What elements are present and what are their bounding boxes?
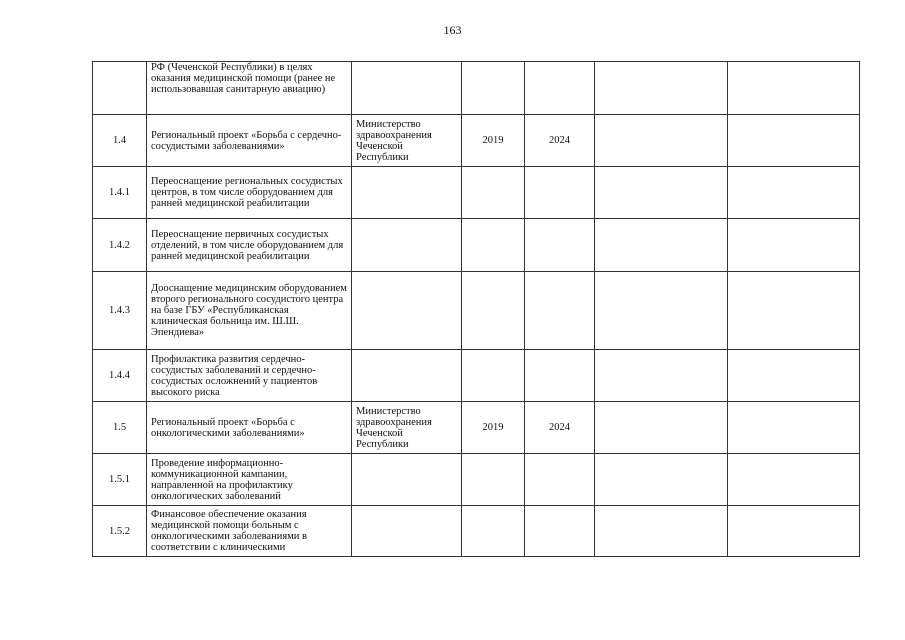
- activity-name: Региональный проект «Борьба с сердечно-сосудистыми заболеваниями»: [147, 115, 352, 167]
- table-row: [93, 402, 860, 454]
- activity-name: РФ (Чеченской Республики) в целях оказания медицинской помощи (ранее не использовавшая санитарную авиацию): [147, 62, 352, 115]
- row-number: 1.5: [93, 402, 147, 454]
- row-number: [93, 62, 147, 115]
- activity-name: Региональный проект «Борьба с онкологическими заболеваниями»: [147, 402, 352, 454]
- empty-cell: [595, 115, 728, 167]
- end-year: [525, 219, 595, 272]
- responsible-executor: [352, 506, 462, 557]
- end-year: [525, 454, 595, 506]
- empty-cell: [728, 167, 860, 219]
- empty-cell: [728, 115, 860, 167]
- end-year: 2024: [525, 402, 595, 454]
- end-year: [525, 167, 595, 219]
- empty-cell: [728, 402, 860, 454]
- end-year: [525, 506, 595, 557]
- table-row: [93, 62, 860, 115]
- responsible-executor: [352, 167, 462, 219]
- start-year: [462, 272, 525, 350]
- activity-name: Финансовое обеспечение оказания медицинской помощи больным с онкологическими заболеваниями в соответствии с клиническими: [147, 506, 352, 557]
- start-year: [462, 62, 525, 115]
- start-year: [462, 350, 525, 402]
- table-row: [93, 272, 860, 350]
- start-year: [462, 454, 525, 506]
- activity-name: Переоснащение первичных сосудистых отделений, в том числе оборудованием для ранней медицинской реабилитации: [147, 219, 352, 272]
- responsible-executor: [352, 62, 462, 115]
- table-row: [93, 454, 860, 506]
- activities-table: [92, 61, 860, 557]
- activity-name: Дооснащение медицинским оборудованием второго регионального сосудистого центра на базе ГБУ «Республиканская клиническая больница им. Ш.Ш. Эпендиева»: [147, 272, 352, 350]
- start-year: 2019: [462, 115, 525, 167]
- empty-cell: [595, 219, 728, 272]
- start-year: 2019: [462, 402, 525, 454]
- end-year: 2024: [525, 115, 595, 167]
- row-number: 1.5.1: [93, 454, 147, 506]
- end-year: [525, 62, 595, 115]
- responsible-executor: Министерство здравоохранения Чеченской Республики: [352, 402, 462, 454]
- empty-cell: [595, 350, 728, 402]
- empty-cell: [595, 402, 728, 454]
- row-number: 1.4.1: [93, 167, 147, 219]
- empty-cell: [728, 272, 860, 350]
- start-year: [462, 167, 525, 219]
- table-row: [93, 219, 860, 272]
- empty-cell: [595, 506, 728, 557]
- table-row: [93, 350, 860, 402]
- row-number: 1.5.2: [93, 506, 147, 557]
- end-year: [525, 350, 595, 402]
- empty-cell: [728, 62, 860, 115]
- activity-name: Профилактика развития сердечно-сосудистых заболеваний и сердечно-сосудистых осложнений у пациентов высокого риска: [147, 350, 352, 402]
- row-number: 1.4.3: [93, 272, 147, 350]
- row-number: 1.4: [93, 115, 147, 167]
- empty-cell: [728, 454, 860, 506]
- empty-cell: [595, 272, 728, 350]
- responsible-executor: [352, 219, 462, 272]
- start-year: [462, 506, 525, 557]
- table-row: [93, 167, 860, 219]
- start-year: [462, 219, 525, 272]
- empty-cell: [728, 219, 860, 272]
- responsible-executor: [352, 454, 462, 506]
- responsible-executor: [352, 350, 462, 402]
- activity-name: Переоснащение региональных сосудистых центров, в том числе оборудованием для ранней медицинской реабилитации: [147, 167, 352, 219]
- row-number: 1.4.2: [93, 219, 147, 272]
- end-year: [525, 272, 595, 350]
- responsible-executor: [352, 272, 462, 350]
- table-row: [93, 115, 860, 167]
- empty-cell: [728, 506, 860, 557]
- page-number: 163: [443, 23, 462, 37]
- empty-cell: [595, 167, 728, 219]
- empty-cell: [728, 350, 860, 402]
- empty-cell: [595, 454, 728, 506]
- responsible-executor: Министерство здравоохранения Чеченской Республики: [352, 115, 462, 167]
- table-row: [93, 506, 860, 557]
- activity-name: Проведение информационно-коммуникационной кампании, направленной на профилактику онкологических заболеваний: [147, 454, 352, 506]
- empty-cell: [595, 62, 728, 115]
- row-number: 1.4.4: [93, 350, 147, 402]
